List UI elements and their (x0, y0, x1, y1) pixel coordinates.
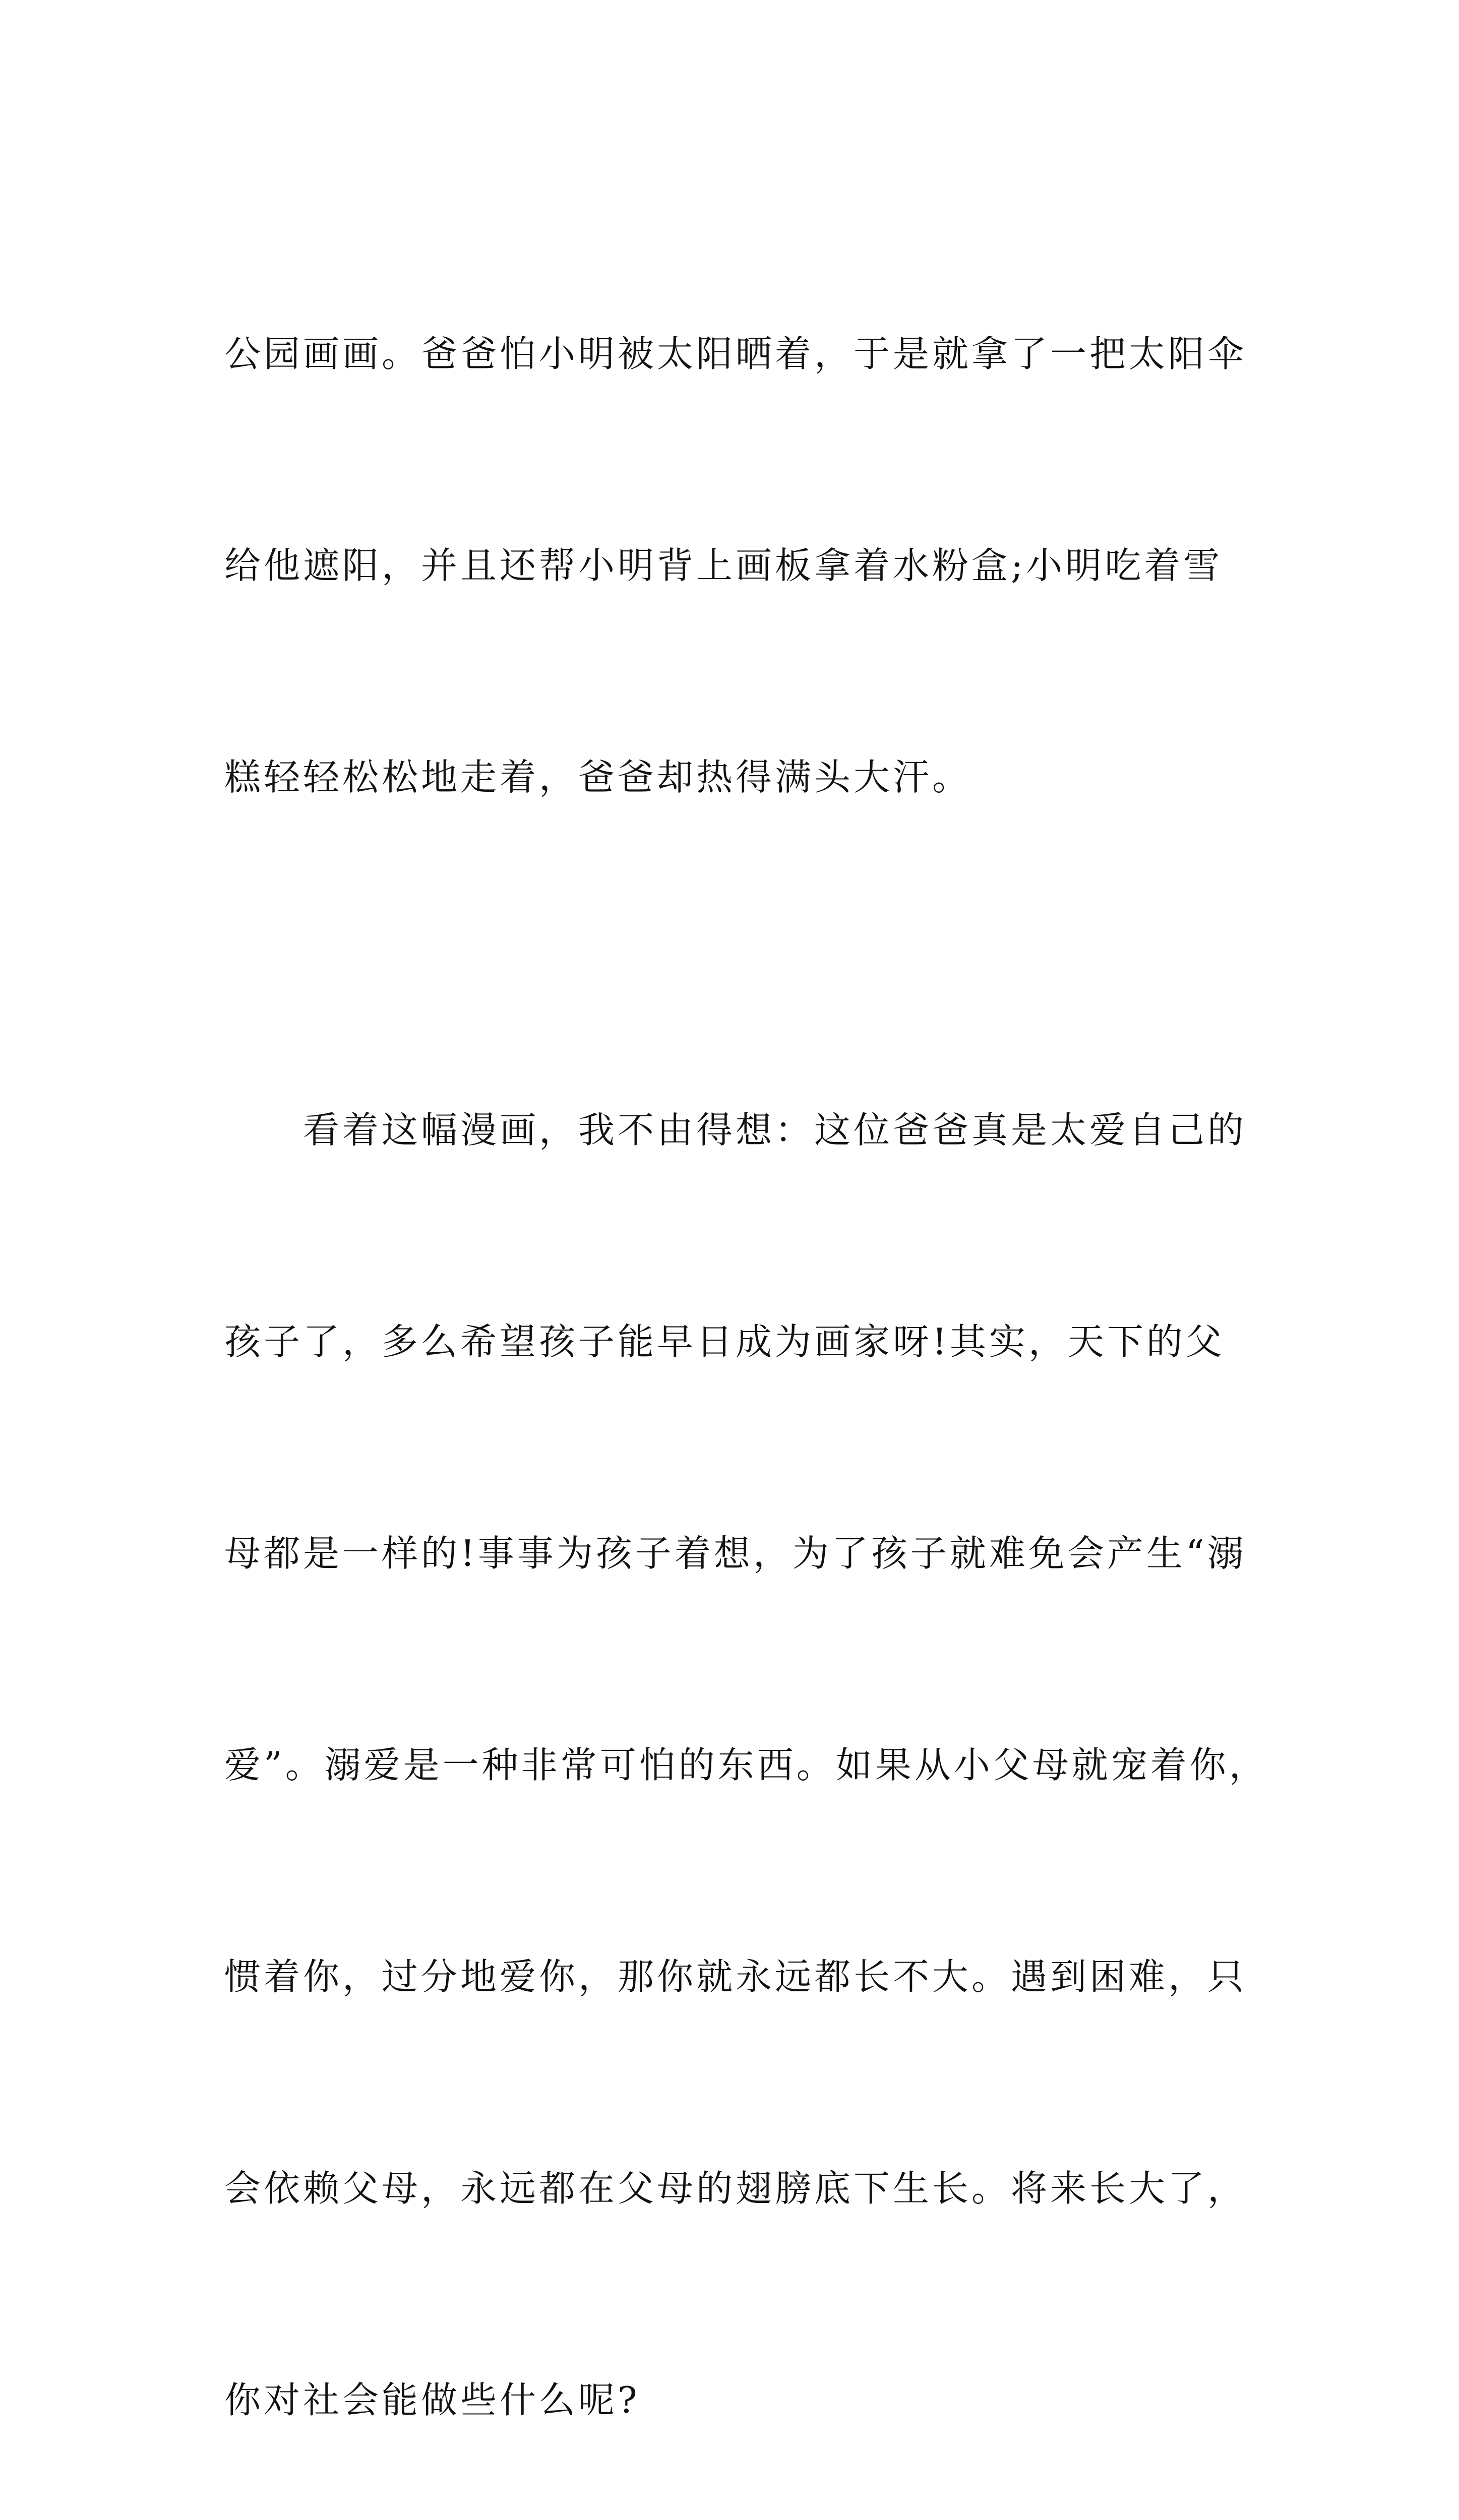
text-line: 看着这幅漫画，我不由得想：这位爸爸真是太爱自己的 (224, 1109, 1247, 1151)
text-line: 爱”。溺爱是一种非常可怕的东西。如果从小父母就宠着你， (224, 1744, 1268, 1786)
text-line: 孩子了，多么希望孩子能早日成为画家呀!其实，天下的父 (224, 1320, 1225, 1363)
text-line: 给他遮阳，并且还帮小明背上画板拿着水粉盒;小明吃着雪 (224, 544, 1223, 587)
text-line: 惯着你，过分地爱你，那你就永远都长不大。遇到困难，只 (224, 1956, 1247, 1998)
paragraph-1 (224, 177, 1247, 954)
text-line: 糕轻轻松松地走着，爸爸却热得满头大汗。 (224, 756, 972, 798)
document-body (224, 177, 1268, 2520)
text-line: 母都是一样的!事事为孩子着想，为了孩子就难免会产生“溺 (224, 1532, 1247, 1574)
text-line: 会依赖父母，永远都在父母的翅膀底下生长。将来长大了， (224, 2167, 1247, 2210)
text-line: 公园画画。爸爸怕小明被太阳晒着，于是就拿了一把太阳伞 (224, 333, 1247, 375)
text-line: 你对社会能做些什么呢? (224, 2379, 640, 2421)
paragraph-2 (224, 954, 1268, 2520)
